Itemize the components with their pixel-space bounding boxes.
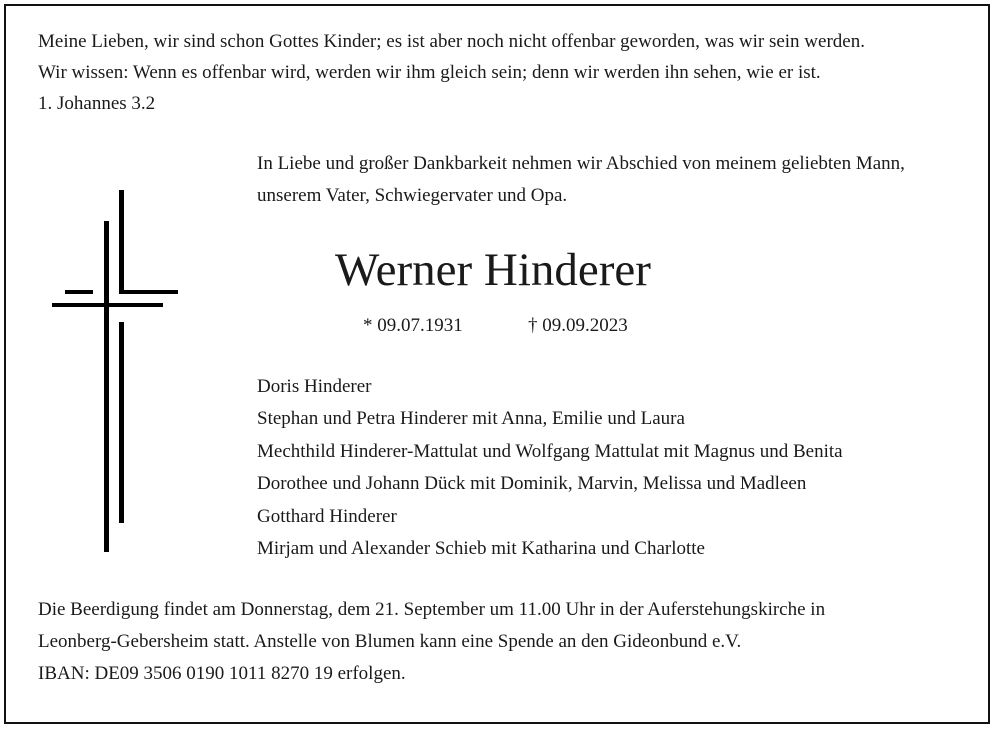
mourner-line: Dorothee und Johann Dück mit Dominik, Marvin, Melissa und Madleen [257, 473, 807, 494]
intro-line-2: unserem Vater, Schwiegervater und Opa. [257, 185, 568, 206]
mourner-line: Stephan und Petra Hinderer mit Anna, Emilie und Laura [257, 408, 685, 429]
verse-line-2: Wir wissen: Wenn es offenbar wird, werden wir ihm gleich sein; denn wir werden ihn sehen, wie er ist. [38, 62, 821, 83]
mourner-line: Gotthard Hinderer [257, 506, 397, 527]
funeral-line-1: Die Beerdigung findet am Donnerstag, dem 21. September um 11.00 Uhr in der Auferstehungskirche in [38, 599, 826, 620]
verse-line-1: Meine Lieben, wir sind schon Gottes Kinder; es ist aber noch nicht offenbar geworden, was wir sein werden. [38, 31, 865, 52]
intro-line-1: In Liebe und großer Dankbarkeit nehmen wir Abschied von meinem geliebten Mann, [257, 153, 905, 174]
cross-icon [0, 0, 200, 570]
mourner-line: Doris Hinderer [257, 376, 372, 397]
mourner-line: Mechthild Hinderer-Mattulat und Wolfgang Mattulat mit Magnus und Benita [257, 441, 843, 462]
deceased-name: Werner Hinderer [335, 244, 651, 296]
verse-reference: 1. Johannes 3.2 [38, 93, 156, 114]
birth-date: * 09.07.1931 [363, 315, 463, 336]
death-date: † 09.09.2023 [528, 315, 628, 336]
mourner-line: Mirjam und Alexander Schieb mit Katharina und Charlotte [257, 538, 705, 559]
funeral-line-2: Leonberg-Gebersheim statt. Anstelle von Blumen kann eine Spende an den Gideonbund e.V. [38, 631, 742, 652]
funeral-line-3: IBAN: DE09 3506 0190 1011 8270 19 erfolgen. [38, 663, 406, 684]
